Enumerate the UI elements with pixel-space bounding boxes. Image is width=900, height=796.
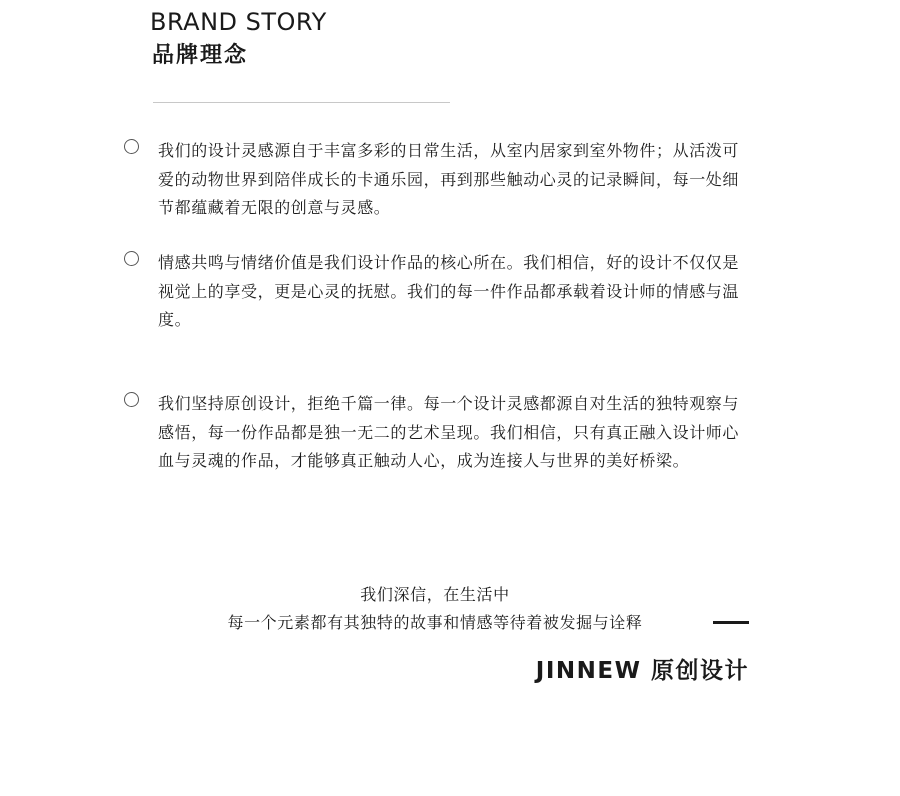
dash-divider	[713, 621, 749, 624]
closing-line-2: 每一个元素都有其独特的故事和情感等待着被发掘与诠释	[227, 613, 643, 632]
paragraph-text: 情感共鸣与情绪价值是我们设计作品的核心所在。我们相信，好的设计不仅仅是视觉上的享受，更是心灵的抚慰。我们的每一件作品都承载着设计师的情感与温度。	[158, 253, 740, 329]
header-divider	[153, 102, 450, 103]
brand-signature: JINNEW 原创设计	[535, 658, 749, 684]
paragraph-text: 我们的设计灵感源自于丰富多彩的日常生活，从室内居家到室外物件；从活泼可爱的动物世界到陪伴成长的卡通乐园，再到那些触动心灵的记录瞬间，每一处细节都蕴藏着无限的创意与灵感。	[158, 141, 740, 217]
closing-line-1: 我们深信，在生活中	[360, 585, 510, 604]
brand-story-title: BRAND STORY	[150, 8, 327, 36]
circle-bullet-icon	[124, 392, 139, 407]
paragraph-text: 我们坚持原创设计，拒绝千篇一律。每一个设计灵感都源自对生活的独特观察与感悟，每一份作品都是独一无二的艺术呈现。我们相信，只有真正融入设计师心血与灵魂的作品，才能够真正触动人心，成为连接人与世界的美好桥梁。	[158, 394, 740, 470]
circle-bullet-icon	[124, 251, 139, 266]
circle-bullet-icon	[124, 139, 139, 154]
brand-philosophy-title: 品牌理念	[152, 43, 249, 68]
